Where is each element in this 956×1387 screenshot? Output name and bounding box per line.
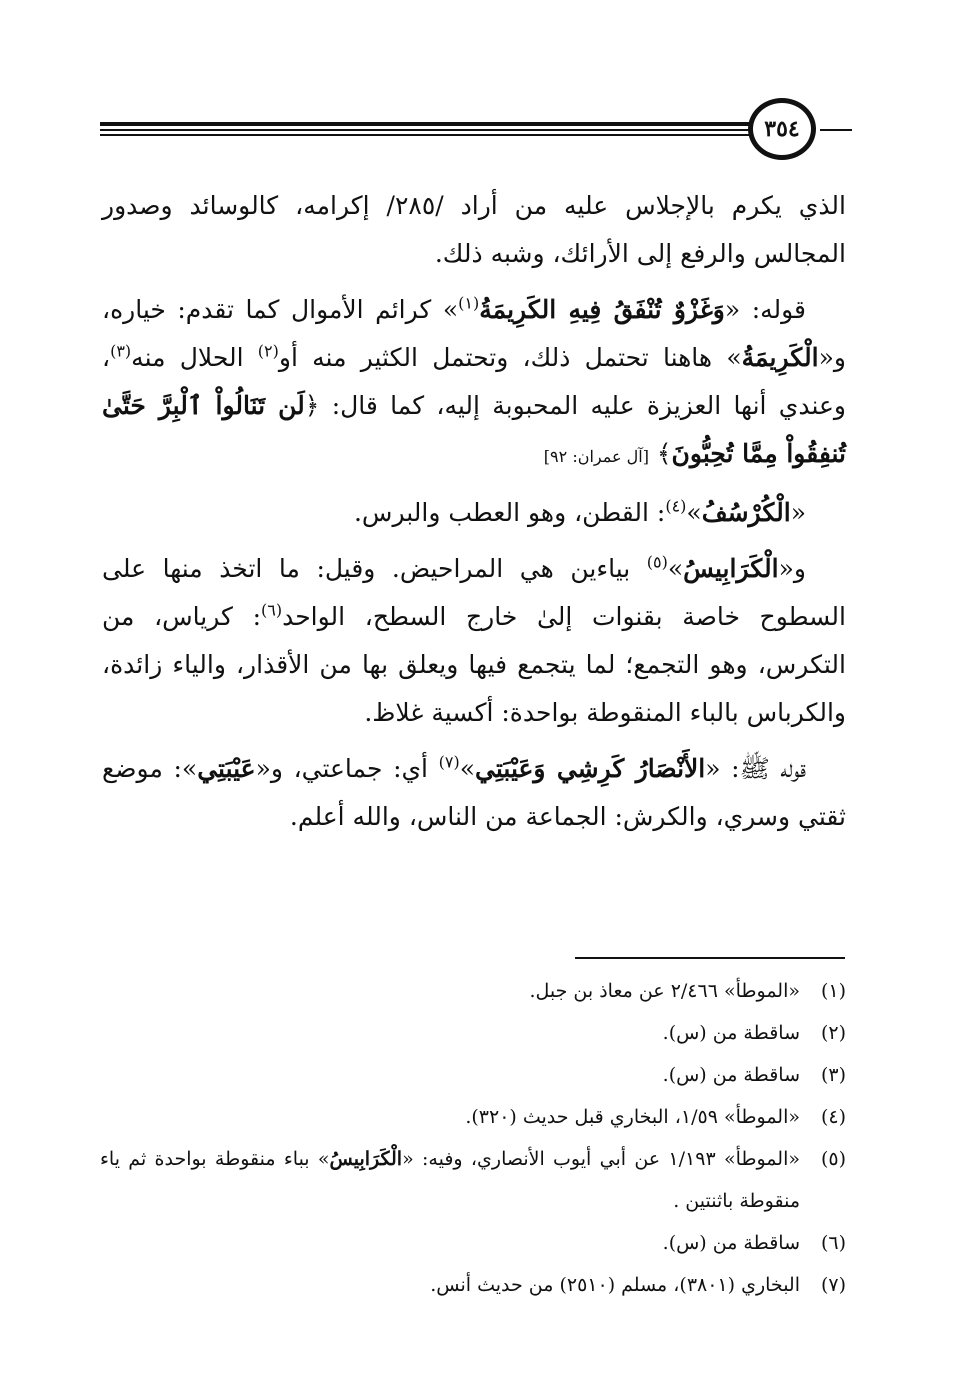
footnote-marker: (٤) — [665, 496, 687, 516]
page-header — [100, 98, 852, 168]
footnote: (٢) ساقطة من (س). — [662, 1022, 846, 1044]
footnote-rule — [575, 957, 845, 959]
footnote: (٤) «الموطأ» ١/٥٩، البخاري قبل حديث (٣٢٠). — [465, 1106, 846, 1128]
paragraph: و«الْكَرَابِيسُ»$^{(٥)}$ بياءين هي المراحيض. وقيل: ما اتخذ منها على السطوح خاصة بقنوات إلىٰ خارج السطح، الواحد$^{(٦)}$: كرياس، من التكرس، وهو التجمع؛ لما يتجمع فيها ويعلق بها من الأقذار، والياء زائدة، والكرباس بالباء المنقوطة بواحدة: أكسية غلاظ. — [102, 552, 846, 727]
quran-reference: [آل عمران: ٩٢] — [543, 447, 649, 466]
footnote-marker: (١) — [458, 293, 480, 313]
quoted-word: الْكَرَابِيسُ — [329, 1148, 403, 1170]
hadith-quote: الأَنْصَارُ كَرِشِي وَعَيْبَتِي — [475, 754, 706, 783]
footnote: (١) «الموطأ» ٢/٤٦٦ عن معاذ بن جبل. — [529, 980, 846, 1002]
footnote-marker: (٧) — [438, 752, 460, 772]
header-rule — [100, 129, 750, 131]
hadith-quote: الْكَرَابِيسُ — [683, 554, 779, 583]
footnote: (٥) «الموطأ» ١/١٩٣ عن أبي أيوب الأنصاري، وفيه: «الْكَرَابِيسُ» بباء منقوطة بواحدة ثم ياء منقوطة باثنتين . — [100, 1148, 846, 1212]
hadith-quote: عَيْبَتِي — [197, 754, 256, 783]
main-text — [102, 182, 846, 849]
paragraph: «الْكُرْسُفُ»$^{(٤)}$: القطن، وهو العطب والبرس. — [353, 496, 806, 527]
footnote-marker: (٦) — [261, 600, 283, 620]
quran-verse: لَن تَنَالُواْ ٱلْبِرَّ حَتَّىٰ تُنفِقُواْ مِمَّا تُحِبُّونَ — [102, 391, 846, 468]
hadith-quote: الْكُرْسُفُ — [701, 498, 791, 527]
header-rule — [820, 129, 852, 131]
paragraph: قوله: «وَغَزْوٌ تُنْفَقُ فِيهِ الكَرِيمَةُ$^{(١)}$» كرائم الأموال كما تقدم: خياره، و«الْكَرِيمَةُ» هاهنا تحتمل ذلك، وتحتمل الكثير منه أو$^{(٢)}$ الحلال منه$^{(٣)}$، وعندي أنها العزيزة عليه المحبوبة إليه، كما قال: ﴿لَن تَنَالُواْ ٱلْبِرَّ حَتَّىٰ تُنفِقُواْ مِمَّا تُحِبُّونَ﴾ [آل عمران: ٩٢] — [102, 293, 846, 468]
hadith-quote: الْكَرِيمَةُ — [741, 343, 819, 372]
footnote-marker: (٣) — [110, 341, 132, 361]
header-rule — [100, 134, 750, 136]
paragraph: قوله ﷺ: «الأَنْصَارُ كَرِشِي وَعَيْبَتِي»$^{(٧)}$ أي: جماعتي، و«عَيْبَتِي»: موضع ثقتي وسري، والكرش: الجماعة من الناس، والله أعلم. — [102, 752, 846, 831]
paragraph: الذي يكرم بالإجلاس عليه من أراد /٢٨٥/ إكرامه، كالوسائد وصدور المجالس والرفع إلى الأرائك، وشبه ذلك. — [102, 191, 846, 268]
header-rule — [100, 122, 750, 126]
footnote: (٣) ساقطة من (س). — [662, 1064, 846, 1086]
footnote-marker: (٢) — [257, 341, 279, 361]
footnote-marker: (٥) — [646, 552, 668, 572]
footnote: (٧) البخاري (٣٨٠١)، مسلم (٢٥١٠) من حديث أنس. — [430, 1274, 846, 1296]
footnote: (٦) ساقطة من (س). — [662, 1232, 846, 1254]
page-number: ٣٥٤ — [748, 98, 816, 160]
hadith-quote: وَغَزْوٌ تُنْفَقُ فِيهِ الكَرِيمَةُ — [479, 295, 725, 324]
footnotes — [100, 970, 846, 1306]
